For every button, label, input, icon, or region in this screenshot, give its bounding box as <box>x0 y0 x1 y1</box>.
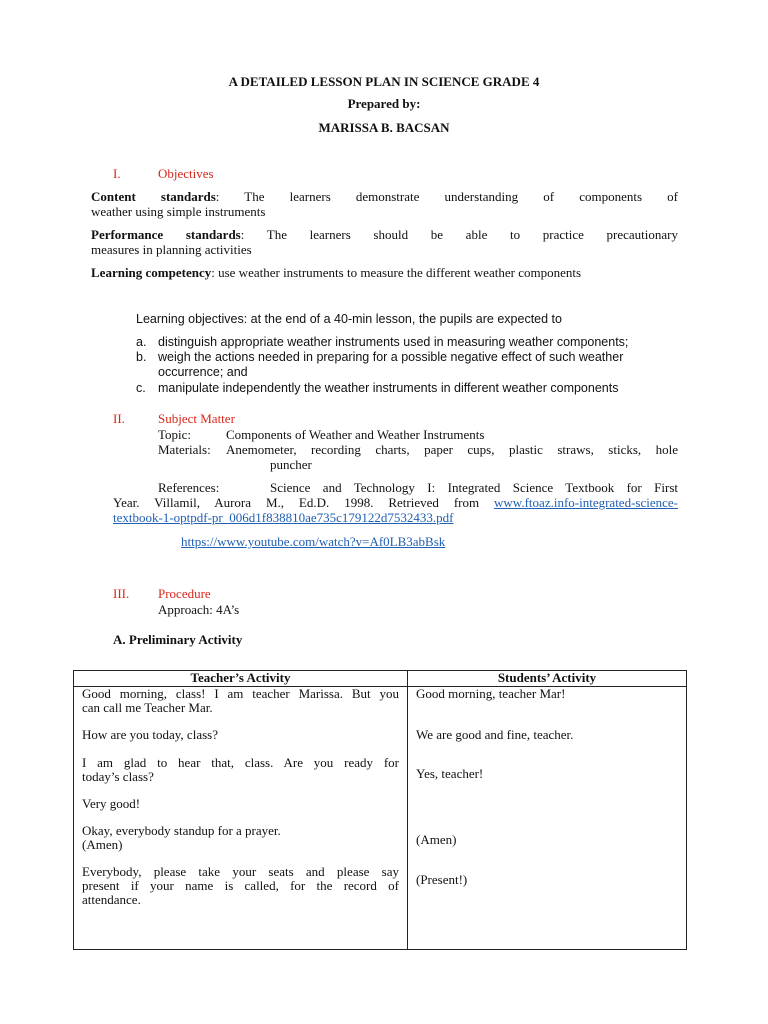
objective-b-text-cont: occurrence; and <box>158 365 248 379</box>
performance-standards-line2: measures in planning activities <box>91 242 252 257</box>
content-standards-text: : The learners demonstrate understanding of components of <box>215 189 678 204</box>
reference-link-ftoaz[interactable]: www.ftoaz.info-integrated-science- <box>494 495 678 510</box>
subject-matter-number: II. <box>113 411 125 426</box>
reference-link-ftoaz-cont[interactable]: textbook-1-optpdf-pr_006d1f838810ae735c179122d7532433.pdf <box>113 510 454 525</box>
objectives-heading: Objectives <box>158 166 214 181</box>
document-title: A DETAILED LESSON PLAN IN SCIENCE GRADE 4 <box>228 74 540 89</box>
teacher-activity-cell <box>74 687 408 950</box>
teacher-line: Very good! <box>82 796 141 811</box>
objective-c-marker: c. <box>136 381 146 395</box>
procedure-number: III. <box>113 586 130 601</box>
students-activity-cell <box>408 687 687 950</box>
teacher-activity-header: Teacher’s Activity <box>74 671 408 687</box>
performance-standards-text: : The learners should be able to practice precautionary <box>240 227 678 242</box>
topic-text: Components of Weather and Weather Instruments <box>226 427 485 442</box>
teacher-line: Everybody, please take your seats and please say <box>82 864 399 879</box>
materials-text-cont: puncher <box>270 457 312 472</box>
section-a-heading: A. Preliminary Activity <box>113 632 243 647</box>
student-line: Good morning, teacher Mar! <box>416 686 566 701</box>
student-line: We are good and fine, teacher. <box>416 727 574 742</box>
materials-text: Anemometer, recording charts, paper cups, plastic straws, sticks, hole <box>226 442 678 457</box>
students-activity-header: Students’ Activity <box>408 671 687 687</box>
procedure-heading: Procedure <box>158 586 211 601</box>
objective-a-text: distinguish appropriate weather instruments used in measuring weather components; <box>158 335 629 349</box>
teacher-line: attendance. <box>82 892 141 907</box>
teacher-line: I am glad to hear that, class. Are you ready for <box>82 755 399 770</box>
student-line: (Present!) <box>416 872 468 887</box>
objective-c-text: manipulate independently the weather instruments in different weather components <box>158 381 619 395</box>
materials-label: Materials: <box>158 442 211 457</box>
objective-b-text: weigh the actions needed in preparing for a possible negative effect of such weather <box>158 350 624 364</box>
teacher-line: can call me Teacher Mar. <box>82 700 213 715</box>
content-standards-line1 <box>91 189 678 205</box>
content-standards-line2: weather using simple instruments <box>91 204 266 219</box>
author-name: MARISSA B. BACSAN <box>318 120 450 135</box>
learning-competency <box>91 265 581 281</box>
objectives-number: I. <box>113 166 121 181</box>
learning-competency-label: Learning competency <box>91 265 212 280</box>
learning-competency-text: : use weather instruments to measure the different weather components <box>211 265 582 280</box>
teacher-line: Okay, everybody standup for a prayer. <box>82 823 281 838</box>
objective-a-marker: a. <box>136 335 147 349</box>
approach-text: Approach: 4A’s <box>158 602 240 617</box>
performance-standards-line1 <box>91 227 678 243</box>
student-line: Yes, teacher! <box>416 766 484 781</box>
teacher-line: (Amen) <box>82 837 123 852</box>
learning-objectives-intro: Learning objectives: at the end of a 40-min lesson, the pupils are expected to <box>136 312 562 326</box>
student-line: (Amen) <box>416 832 457 847</box>
objective-b-marker: b. <box>136 350 147 364</box>
prepared-by-label: Prepared by: <box>347 96 421 111</box>
references-text-cont <box>113 495 678 511</box>
references-label: References: <box>158 480 220 495</box>
references-citation: Year. Villamil, Aurora M., Ed.D. 1998. Retrieved from <box>113 495 495 510</box>
subject-matter-heading: Subject Matter <box>158 411 235 426</box>
activity-table <box>73 670 687 950</box>
teacher-line: Good morning, class! I am teacher Marissa. But you <box>82 686 399 701</box>
teacher-line: present if your name is called, for the record of <box>82 878 399 893</box>
performance-standards-label: Performance standards <box>91 227 241 242</box>
references-text: Science and Technology I: Integrated Science Textbook for First <box>270 480 678 495</box>
teacher-line: today’s class? <box>82 769 154 784</box>
teacher-line: How are you today, class? <box>82 727 218 742</box>
reference-link-youtube[interactable]: https://www.youtube.com/watch?v=Af0LB3abBsk <box>181 534 446 549</box>
topic-label: Topic: <box>158 427 192 442</box>
content-standards-label: Content standards <box>91 189 216 204</box>
